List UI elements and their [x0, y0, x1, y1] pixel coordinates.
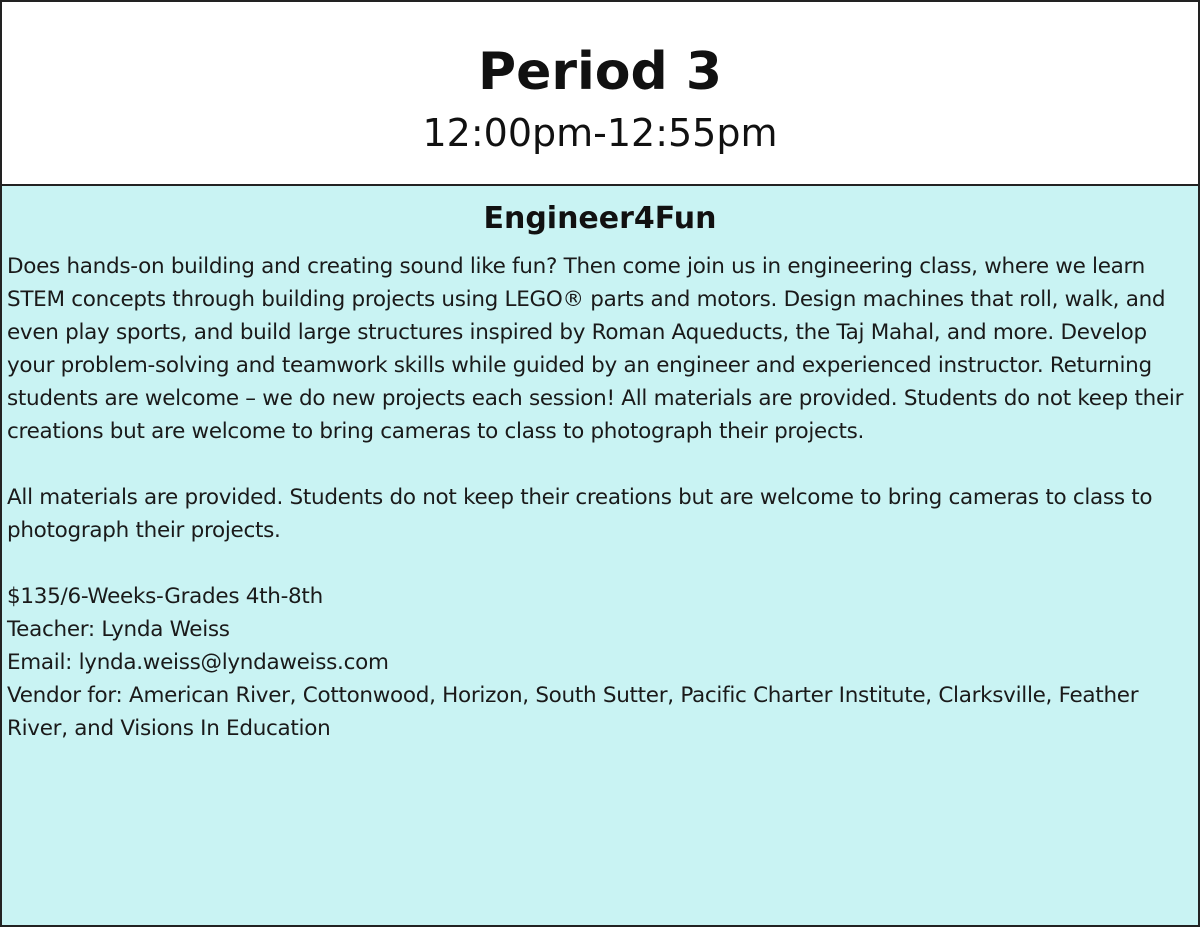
materials-note: All materials are provided. Students do not keep their creations but are welcome to bring cameras to class to photograph their projects.	[7, 485, 1153, 543]
price-grades: $135/6-Weeks-Grades 4th-8th	[7, 584, 323, 609]
course-description: Does hands-on building and creating sound like fun? Then come join us in engineering class, where we learn STEM concepts through building projects using LEGO® parts and motors. Design machines that roll, walk, and even play sports, and build large structures inspired by Roman Aqueducts, the Taj Mahal, and more. Develop your problem-solving and teamwork skills while guided by an engineer and experienced instructor. Returning students are welcome – we do new projects each session! All materials are provided. Students do not keep their creations but are welcome to bring cameras to class to photograph their projects.	[7, 254, 1184, 444]
spacer	[7, 448, 1193, 481]
course-panel	[2, 186, 1198, 925]
teacher-email: Email: lynda.weiss@lyndaweiss.com	[7, 650, 389, 675]
period-title: Period 3	[477, 42, 723, 102]
teacher-name: Teacher: Lynda Weiss	[7, 617, 230, 642]
vendor-list: Vendor for: American River, Cottonwood, Horizon, South Sutter, Pacific Charter Institute, Clarksville, Feather River, and Visions In Education	[7, 683, 1139, 741]
period-time: 12:00pm-12:55pm	[422, 111, 778, 155]
course-details	[7, 250, 1193, 745]
course-title: Engineer4Fun	[483, 201, 717, 236]
period-header	[2, 2, 1198, 186]
spacer	[7, 547, 1193, 580]
